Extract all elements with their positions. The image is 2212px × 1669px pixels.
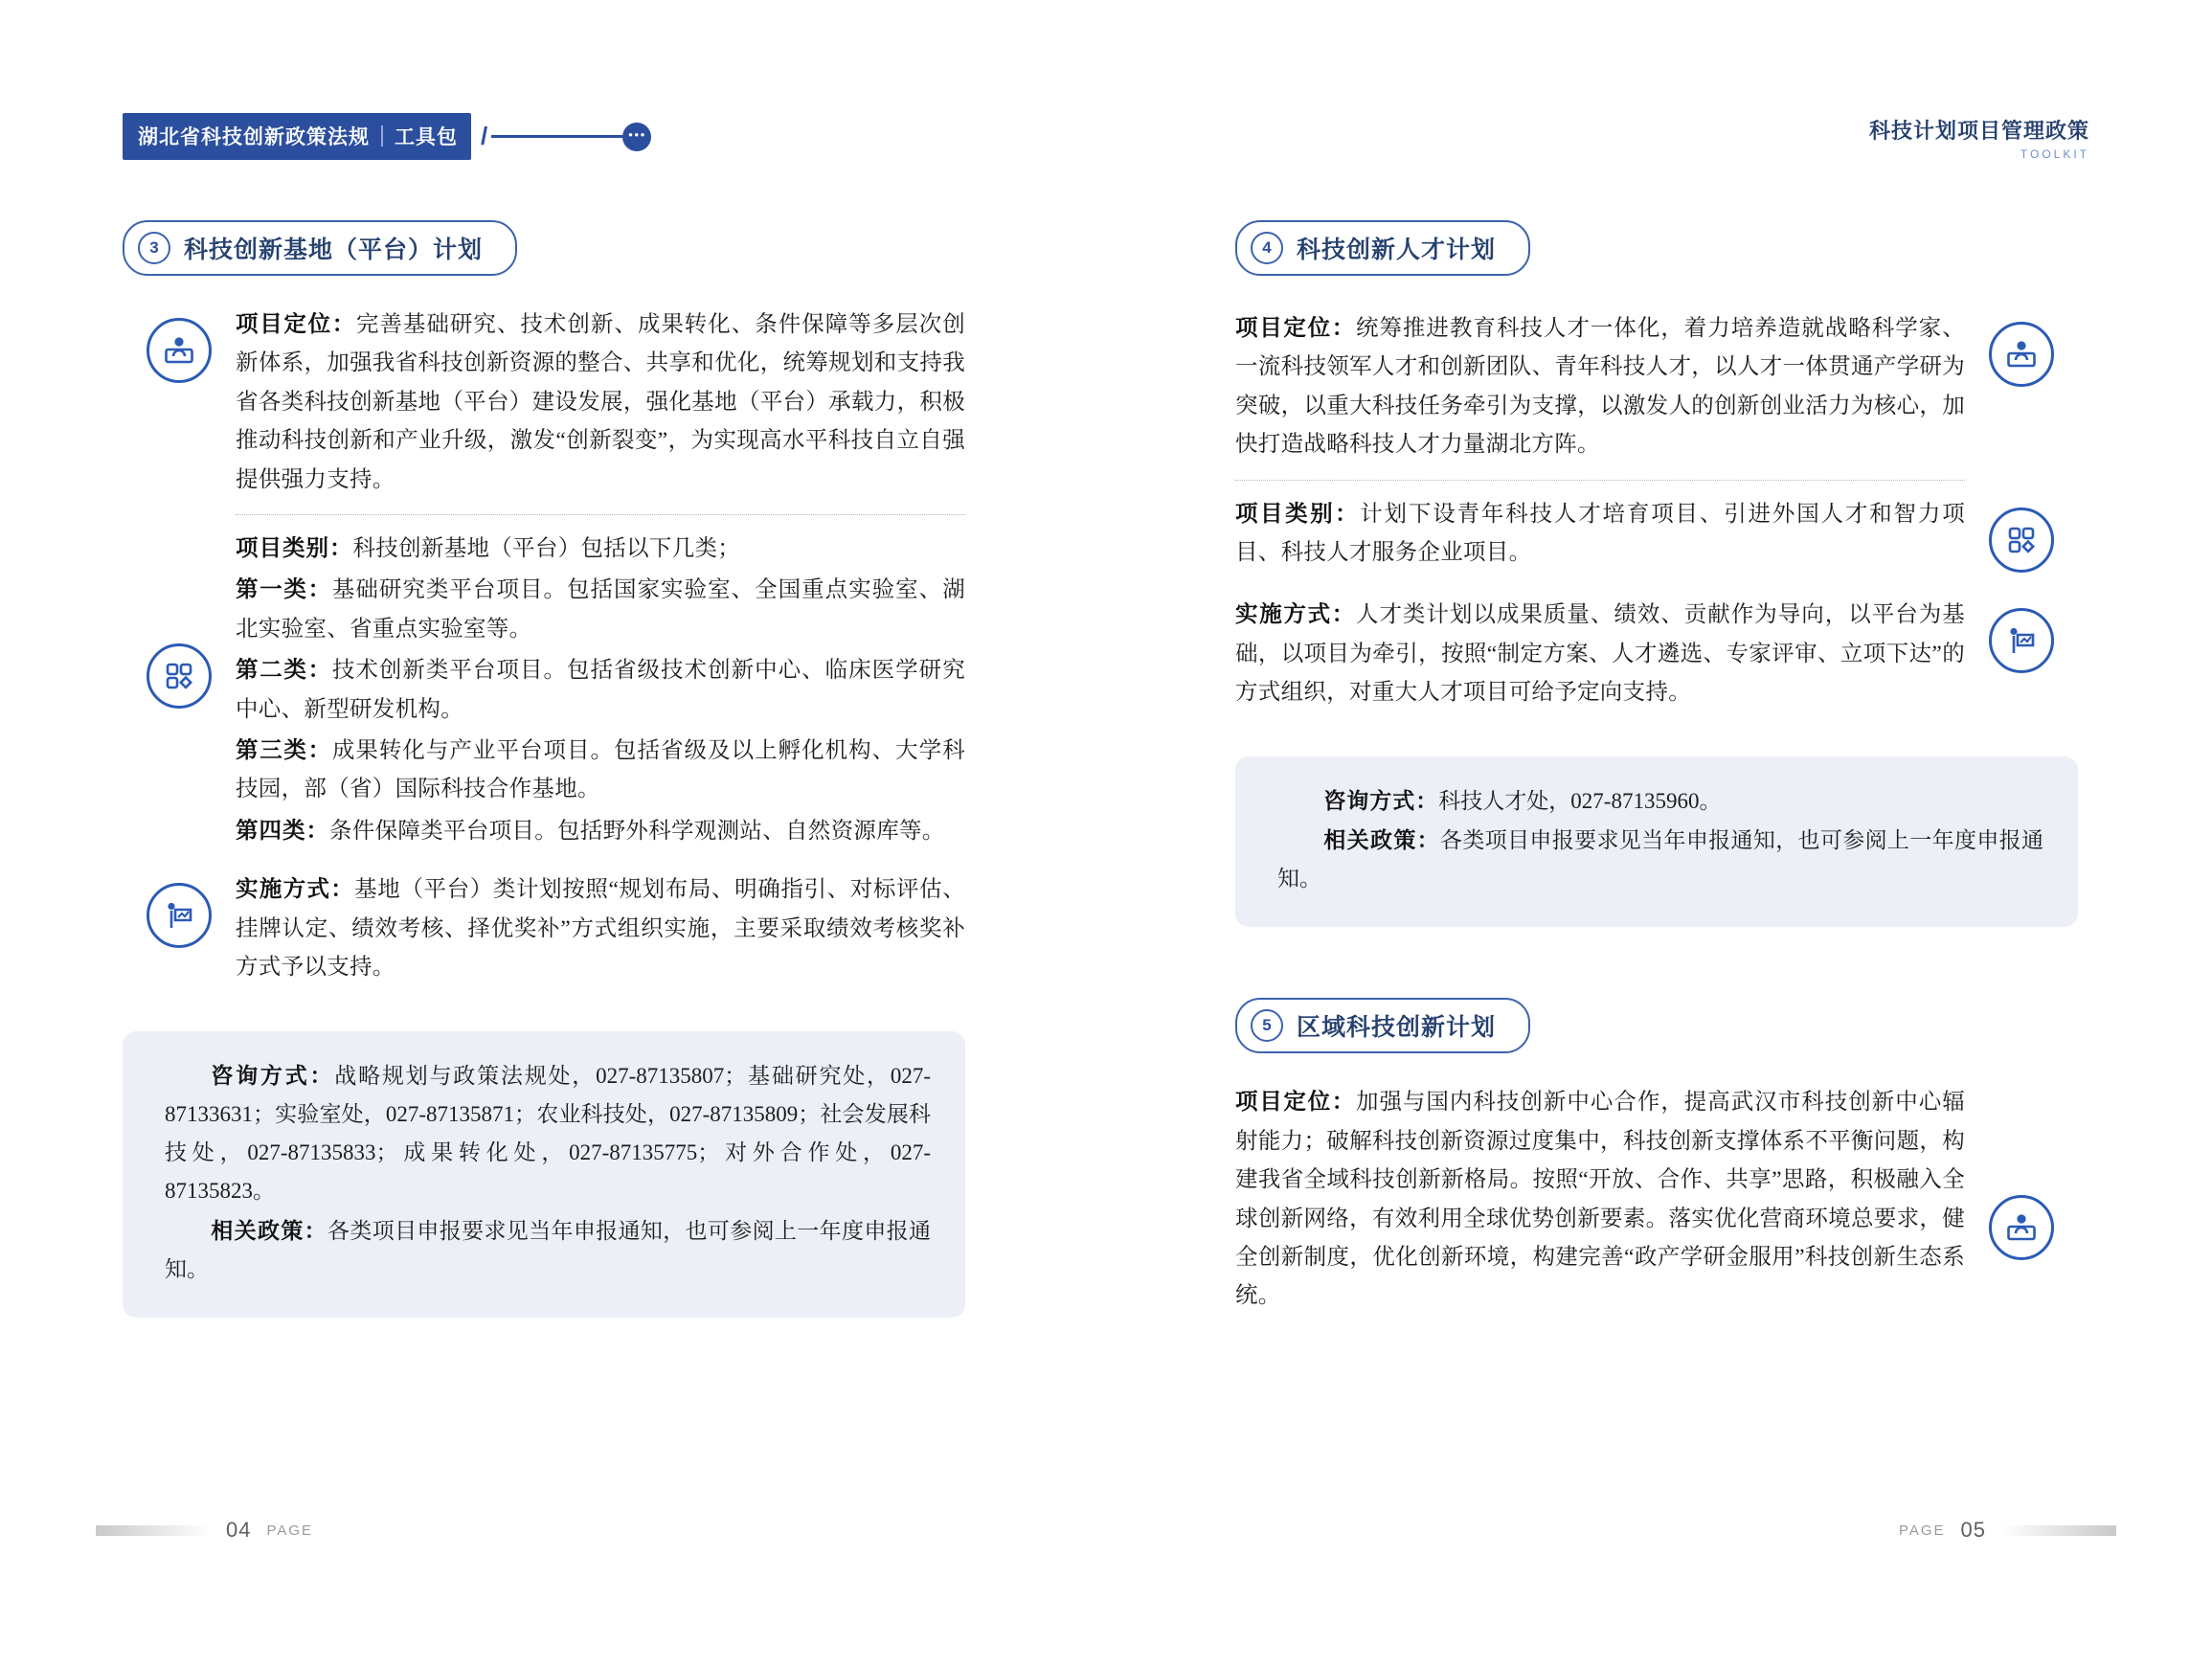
content-block-positioning	[123, 304, 965, 501]
field-label: 项目定位：	[1235, 1089, 1356, 1115]
field-value: 统筹推进教育科技人才一体化，着力培养造就战略科学家、一流科技领军人才和创新团队、青年科技人才，以人才一体贯通产学研为突破，以重大科技任务牵引为支撑，以激发人的创新创业活力为核心，加快打造战略科技人才力量湖北方阵。	[1235, 316, 1965, 458]
brand-block	[123, 113, 651, 160]
page-number-right: 05	[1960, 1518, 1986, 1542]
category-item	[236, 811, 965, 850]
block-text	[1235, 494, 1965, 575]
field-value: 人才类计划以成果质量、绩效、贡献作为导向，以平台为基础，以项目为牵引，按照“制定方案、人才遴选、专家评审、立项下达”的方式组织，对重大人才项目可给予定向支持。	[1235, 602, 1965, 706]
category-text: 基础研究类平台项目。包括国家实验室、全国重点实验室、湖北实验室、省重点实验室等。	[236, 577, 965, 642]
footer-gradient-bar	[96, 1525, 211, 1536]
note-label: 咨询方式：	[211, 1062, 335, 1088]
page-word-right: PAGE	[1898, 1522, 1946, 1539]
divider-wrap	[1235, 466, 1965, 494]
flag-person-icon	[1989, 608, 2054, 673]
divider-wrap	[236, 501, 965, 529]
section-title-3	[123, 220, 517, 276]
header-title-cn: 科技计划项目管理政策	[1868, 119, 2089, 143]
field-value: 基地（平台）类计划按照“规划布局、明确指引、对标评估、挂牌认定、绩效考核、择优奖补”方式组织实施，主要采取绩效考核奖补方式予以支持。	[236, 877, 965, 981]
field-label: 实施方式：	[1235, 601, 1356, 627]
dotted-divider	[1235, 480, 1965, 481]
block-text	[1235, 1082, 1965, 1317]
category-text: 技术创新类平台项目。包括省级技术创新中心、临床医学研究中心、新型研发机构。	[236, 658, 965, 722]
person-talent-icon	[1989, 322, 2054, 387]
category-label: 第二类：	[236, 657, 332, 683]
person-region-icon	[1989, 1195, 2054, 1260]
footer-left	[96, 1518, 313, 1543]
section-number: 3	[138, 232, 170, 264]
dotted-divider	[236, 514, 965, 515]
icon-column	[1965, 308, 2078, 387]
note-line-policy	[1277, 821, 2043, 899]
field-label: 项目定位：	[236, 311, 356, 336]
footer-gradient-bar	[2001, 1525, 2116, 1536]
note-text: 各类项目申报要求见当年申报通知，也可参阅上一年度申报通知。	[165, 1218, 932, 1281]
content-block-positioning	[1235, 308, 2078, 466]
content-block-category	[1235, 494, 2078, 575]
block-text	[236, 529, 965, 852]
brand-rule	[491, 135, 625, 138]
page-header	[0, 113, 2212, 170]
brand-sub-label: 工具包	[395, 126, 458, 148]
person-base-icon	[147, 318, 212, 383]
block-text	[236, 304, 965, 501]
icon-column	[123, 529, 236, 709]
field-value: 完善基础研究、技术创新、成果转化、条件保障等多层次创新体系，加强我省科技创新资源的整合、共享和优化，统筹规划和支持我省各类科技创新基地（平台）建设发展，强化基地（平台）承载力，积极推动科技创新和产业升级，激发“创新裂变”，为实现高水平科技自立自强提供强力支持。	[236, 312, 965, 492]
category-text: 成果转化与产业平台项目。包括省级及以上孵化机构、大学科技园，部（省）国际科技合作基地。	[236, 738, 965, 802]
field-label: 项目类别：	[236, 535, 353, 561]
note-line-consult	[1277, 781, 2043, 821]
grid-category-icon	[1989, 507, 2054, 573]
note-text: 科技人才处，027-87135960。	[1438, 788, 1722, 813]
section-label: 科技创新人才计划	[1297, 237, 1497, 263]
page-number-left: 04	[226, 1518, 252, 1542]
right-column	[1235, 220, 2078, 1318]
category-label: 第四类：	[236, 817, 329, 843]
note-text: 战略规划与政策法规处，027-87135807；基础研究处，027-87133631；实验室处，027-87135871；农业科技处，027-87135809；社会发展科技处，027-87135833；成果转化处，027-87135775；对外合作处，027-87135823。	[165, 1063, 931, 1204]
note-label: 相关政策：	[211, 1217, 328, 1243]
brand-tag	[123, 113, 471, 160]
note-label: 相关政策：	[1323, 826, 1441, 852]
field-value: 科技创新基地（平台）包括以下几类；	[352, 536, 741, 562]
brand-main-label: 湖北省科技创新政策法规	[138, 126, 370, 148]
content-block-implementation	[1235, 595, 2078, 713]
icon-column	[1965, 1082, 2078, 1260]
section-number: 4	[1251, 232, 1283, 264]
grid-category-icon	[147, 643, 212, 709]
note-label: 咨询方式：	[1323, 787, 1439, 813]
dots-icon: •••	[622, 123, 651, 151]
field-label: 项目定位：	[1235, 315, 1356, 340]
note-line-policy	[165, 1211, 931, 1290]
flag-person-icon	[147, 883, 212, 948]
note-text: 各类项目申报要求见当年申报通知，也可参阅上一年度申报通知。	[1277, 827, 2044, 891]
icon-column	[123, 304, 236, 383]
icon-column	[1965, 494, 2078, 573]
slash-icon: /	[481, 122, 488, 150]
note-box-right	[1235, 756, 2078, 928]
footer-right	[1899, 1518, 2116, 1543]
category-text: 条件保障类平台项目。包括野外科学观测站、自然资源库等。	[329, 818, 945, 844]
block-text	[1235, 595, 1965, 713]
page-word-left: PAGE	[266, 1522, 314, 1539]
note-box-left	[123, 1031, 965, 1319]
icon-spacer	[1965, 466, 2078, 480]
content-block-category	[123, 529, 965, 852]
category-label: 第一类：	[236, 576, 332, 602]
field-value: 计划下设青年科技人才培育项目、引进外国人才和智力项目、科技人才服务企业项目。	[1235, 501, 1966, 566]
category-item	[236, 650, 965, 729]
field-value: 加强与国内科技创新中心合作，提高武汉市科技创新中心辐射能力；破解科技创新资源过度集中，科技创新支撑体系不平衡问题，构建我省全域科技创新新格局。按照“开放、合作、共享”思路，积极融入全球创新网络，有效利用全球优势创新要素。落实优化营商环境总要求，健全创新制度，优化创新环境，构建完善“政产学研金服用”科技创新生态系统。	[1235, 1090, 1965, 1309]
section-title-5	[1235, 998, 1530, 1053]
field-label: 实施方式：	[236, 876, 355, 902]
content-block-positioning	[1235, 1082, 2078, 1317]
icon-spacer	[123, 501, 236, 514]
block-text	[1235, 308, 1965, 466]
section-label: 科技创新基地（平台）计划	[184, 237, 484, 263]
content-block-implementation	[123, 869, 965, 988]
category-item	[236, 570, 965, 648]
category-item	[236, 731, 965, 809]
divider-row	[123, 501, 965, 529]
note-line-consult	[165, 1056, 931, 1211]
field-label: 项目类别：	[1235, 500, 1361, 526]
category-label: 第三类：	[236, 737, 332, 763]
left-column	[123, 220, 965, 1318]
section-label: 区域科技创新计划	[1297, 1014, 1497, 1042]
section-number: 5	[1251, 1009, 1283, 1042]
header-title-block	[1869, 115, 2089, 161]
icon-column	[1965, 595, 2078, 673]
header-title-en: TOOLKIT	[2020, 147, 2089, 161]
icon-column	[123, 869, 236, 948]
block-text	[236, 869, 965, 988]
section-title-4	[1235, 220, 1530, 276]
brand-separator	[381, 125, 383, 147]
divider-row	[1235, 466, 2078, 494]
page-footer	[0, 1518, 2212, 1543]
